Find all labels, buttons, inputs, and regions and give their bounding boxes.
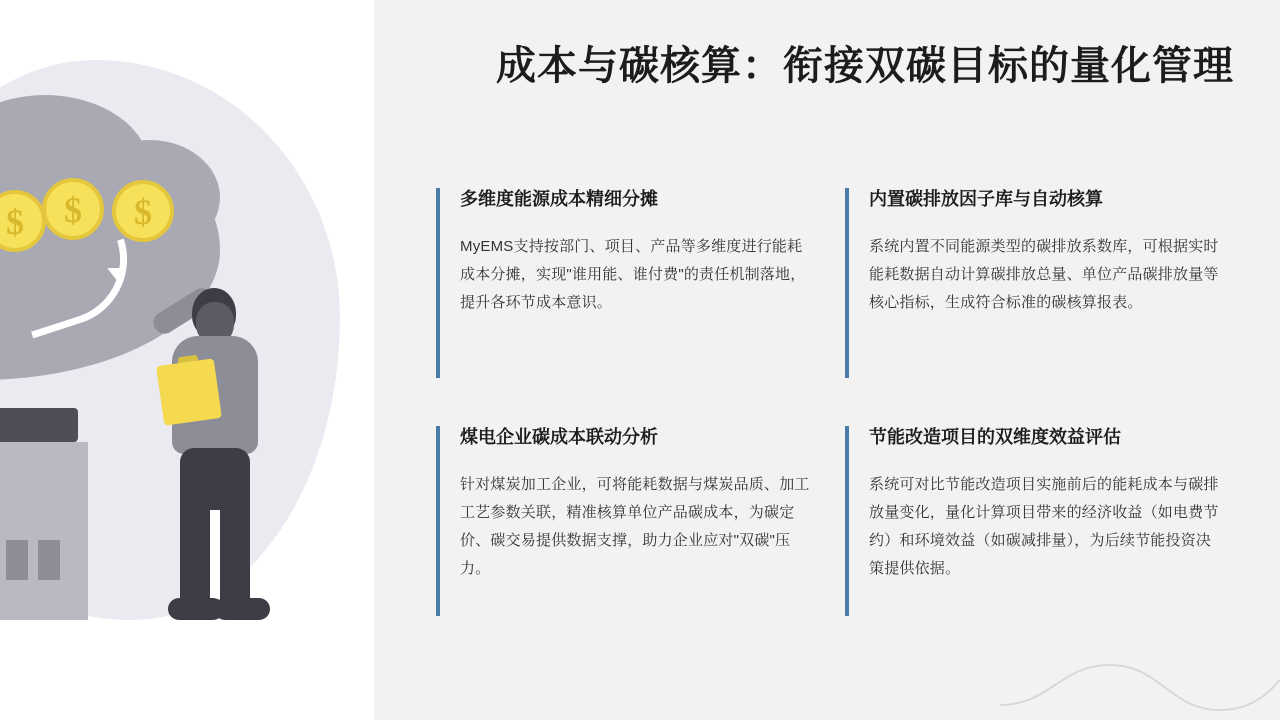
illustration-panel	[0, 0, 374, 720]
feature-card	[845, 426, 1226, 616]
feature-card-body: 系统内置不同能源类型的碳排放系数库，可根据实时能耗数据自动计算碳排放总量、单位产品碳排放量等核心指标，生成符合标准的碳核算报表。	[869, 238, 1219, 311]
person-shoe-shape	[214, 598, 270, 620]
factory-window-shape	[6, 540, 28, 580]
coin-icon: $	[42, 178, 104, 240]
coin-icon: $	[0, 190, 46, 252]
feature-card-title: 内置碳排放因子库与自动核算	[869, 189, 1103, 209]
feature-card-title: 节能改造项目的双维度效益评估	[869, 427, 1121, 447]
coin-icon: $	[112, 180, 174, 242]
feature-card	[845, 188, 1226, 378]
decorative-wave-icon	[1000, 610, 1280, 720]
factory-window-shape	[38, 540, 60, 580]
feature-card-grid	[436, 188, 1226, 616]
factory-roof-shape	[0, 408, 78, 442]
clipboard-icon	[156, 358, 222, 425]
feature-card-title: 煤电企业碳成本联动分析	[460, 427, 658, 447]
feature-card-body: MyEMS支持按部门、项目、产品等多维度进行能耗成本分摊，实现"谁用能、谁付费"的责任机制落地，提升各环节成本意识。	[460, 238, 806, 311]
feature-card	[436, 426, 817, 616]
page-title: 成本与碳核算：衔接双碳目标的量化管理	[496, 44, 1234, 88]
factory-building-shape	[0, 442, 88, 620]
person-arm-shape-secondary	[232, 352, 256, 426]
feature-card-body: 针对煤炭加工企业，可将能耗数据与煤炭品质、加工工艺参数关联，精准核算单位产品碳成本，为碳定价、碳交易提供数据支撑，助力企业应对"双碳"压力。	[460, 476, 810, 577]
feature-card-body: 系统可对比节能改造项目实施前后的能耗成本与碳排放量变化，量化计算项目带来的经济收益（如电费节约）和环境效益（如碳减排量），为后续节能投资决策提供依据。	[869, 476, 1219, 577]
feature-card	[436, 188, 817, 378]
feature-card-title: 多维度能源成本精细分摊	[460, 189, 658, 209]
content-panel	[374, 0, 1280, 720]
person-leg-gap-shape	[210, 510, 220, 610]
